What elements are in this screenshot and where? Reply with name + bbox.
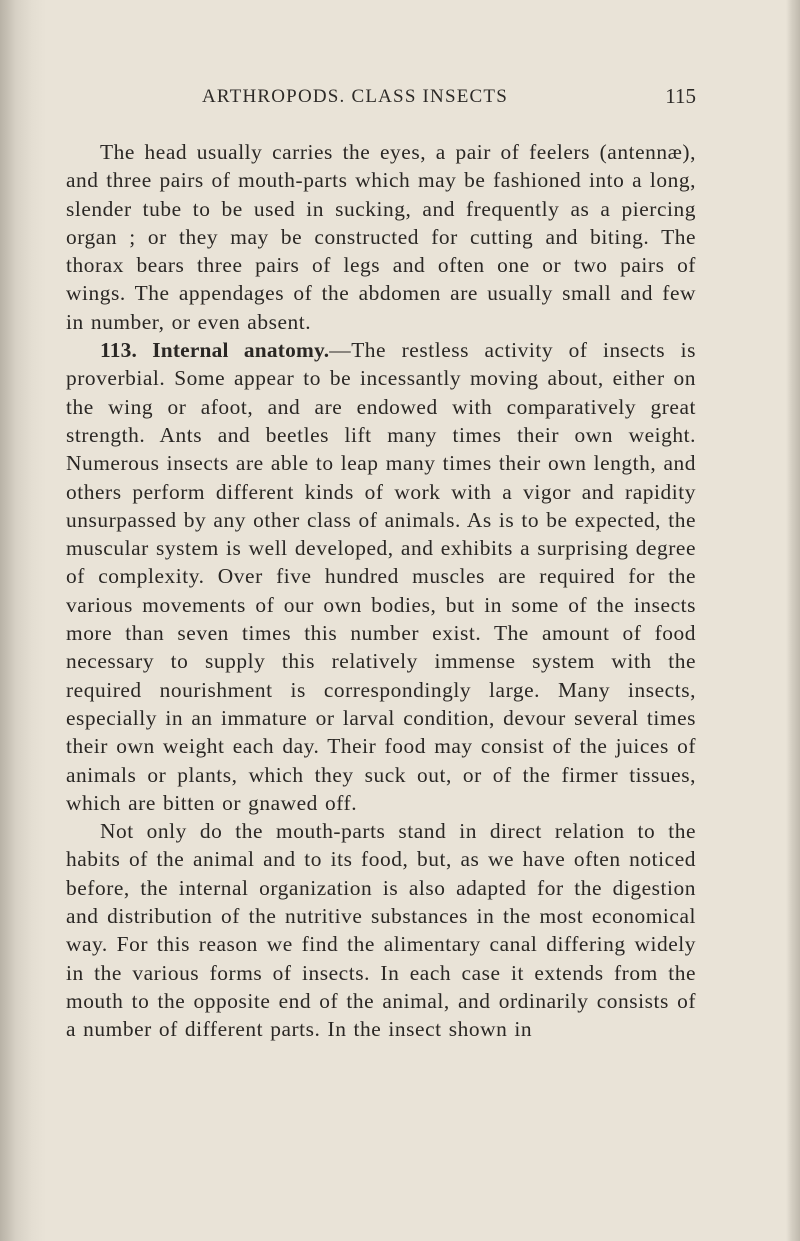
running-header <box>66 86 696 116</box>
page-edge-shadow <box>786 0 800 1241</box>
running-title: ARTHROPODS. CLASS INSECTS <box>202 86 509 107</box>
book-page <box>66 86 696 1044</box>
paragraph-alimentary-canal <box>66 817 696 1043</box>
paragraph-head-parts <box>66 138 696 336</box>
paragraph-text: —The restless activity of insects is proverbial. Some appear to be incessantly moving about, either on the wing or afoot, and are endowed with comparatively great strength. Ants and beetles lift many times their own weight. Numerous insects are able to leap many times their own length, and others perform different kinds of work with a vigor and rapidity unsurpassed by any other class of animals. As is to be expected, the muscular system is well developed, and exhibits a surprising degree of complexity. Over five hundred muscles are required for the various movements of our own bodies, but in some of the insects more than seven times this number exist. The amount of food necessary to supply this relatively immense system with the required nourishment is correspondingly large. Many insects, especially in an immature or larval condition, devour several times their own weight each day. Their food may consist of the juices of animals or plants, which they suck out, or of the firmer tissues, which are bitten or gnawed off. <box>66 338 696 815</box>
section-heading: 113. Internal anatomy. <box>100 338 330 363</box>
paragraph-text: The head usually carries the eyes, a pair of feelers (antennæ), and three pairs of mouth-parts which may be fashioned into a long, slender tube to be used in sucking, and frequently as a piercing organ ; or they may be constructed for cutting and biting. The thorax bears three pairs of legs and often one or two pairs of wings. The appendages of the abdomen are usually small and few in number, or even absent. <box>66 140 696 334</box>
paragraph-internal-anatomy <box>66 336 696 817</box>
paragraph-text: Not only do the mouth-parts stand in direct relation to the habits of the animal and to its food, but, as we have often noticed before, the internal organization is also adapted for the digestion and distribution of the nutritive substances in the most economical way. For this reason we find the alimentary canal differing widely in the various forms of insects. In each case it extends from the mouth to the opposite end of the animal, and ordinarily consists of a number of different parts. In the insect shown in <box>66 819 696 1042</box>
page-number: 115 <box>665 84 696 108</box>
binding-gutter-shadow <box>0 0 46 1241</box>
